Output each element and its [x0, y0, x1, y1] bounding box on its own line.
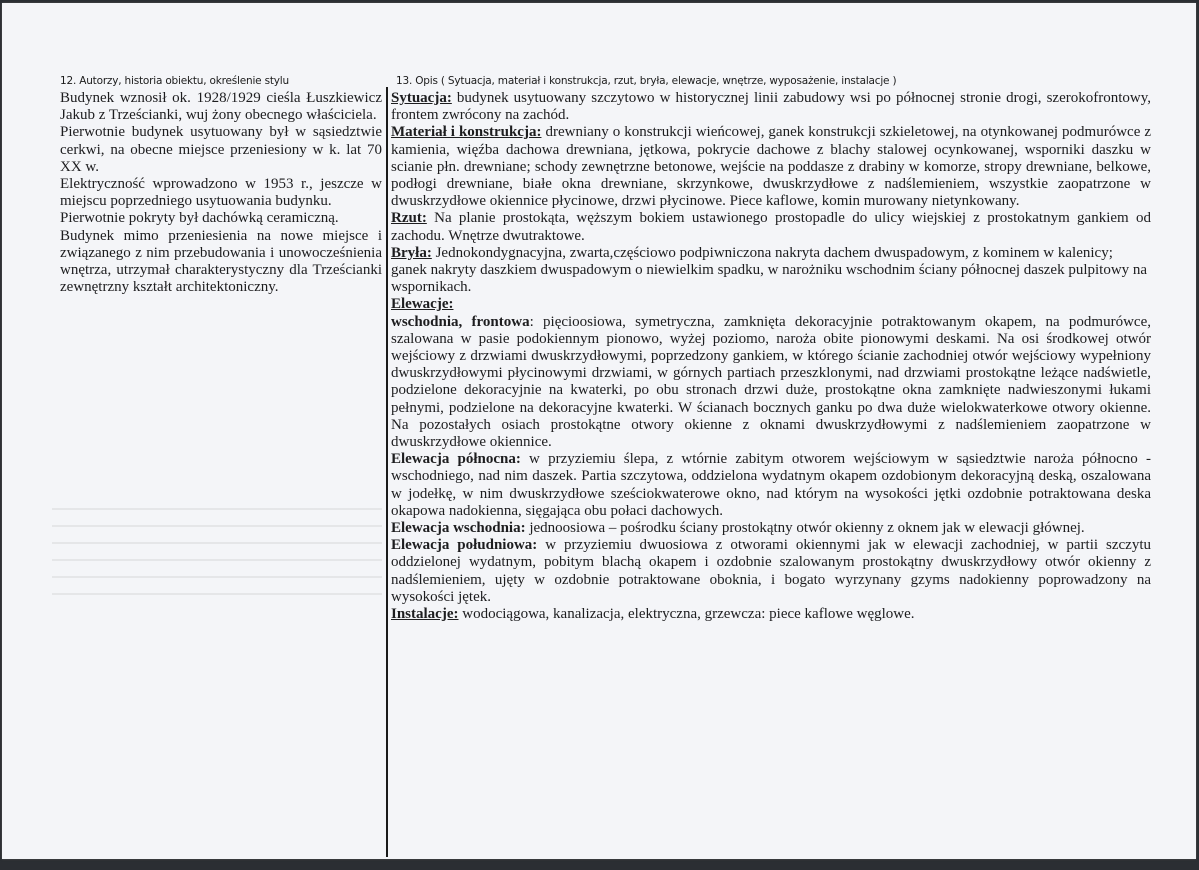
- section-12-body: [60, 90, 382, 296]
- elewacja-wschodnia-paragraph: [391, 520, 1151, 537]
- rzut-text: Na planie prostokąta, węższym bokiem ustawionego prostopadle do ulicy wiejskiej z prostokatnym gankiem od zachodu. Wnętrze dwutraktowe.: [391, 210, 1151, 244]
- wschodnia-text: jednoosiowa – pośrodku ściany prostokątny otwór okienny z oknem jak w elewacji głównej.: [525, 520, 1085, 537]
- poludniowa-label: Elewacja południowa:: [391, 537, 538, 554]
- elewacja-poludniowa-paragraph: [391, 537, 1151, 606]
- polnocna-label: Elewacja północna:: [391, 451, 521, 468]
- history-paragraph: Budynek mimo przeniesienia na nowe miejsce i związanego z nim przebudowania i unowocześnienia wnętrza, utrzymał charakterystyczny dla Trześcianki zewnętrzny kształt architektoniczny.: [60, 227, 382, 296]
- poludniowa-text: w przyziemiu dwuosiowa z otworami okiennymi jak w elewacji zachodniej, w partii szczytu oddzielonej wydatnym, pobitym blachą okapem i ozdobnie szalowanym prostokątny dwuskrzydłowy otwór okienny z nadślemieniem, ujęty w ozdobnie potraktowane oboknia, i bogato wyrzynany gzyms nadokienny poprowadzony na wysokości jętek.: [391, 537, 1151, 605]
- faint-bleed-through-text: [52, 498, 382, 608]
- bryla-text: Jednokondygnacyjna, zwarta,częściowo podpiwniczona nakryta dachem dwuspadowym, z kominem w kalenicy; ganek nakryty daszkiem dwuspadowym o niewielkim spadku, w narożniku wschodnim ściany północnej daszek pulpitowy na wspornikach.: [391, 244, 1148, 296]
- material-text: drewniany o konstrukcji wieńcowej, ganek konstrukcji szkieletowej, na otynkowanej podmurówce z kamienia, więźba dachowa drewniana, jętkowa, pokrycie dachowe z blachy stalowej ocynkowanej, wsporniki daszku w scianie płn. drewniane; schody zewnętrzne betonowe, wejście na poddasze z drabiny w komorze, stropy drewniane, belkowe, podłogi drewniane, białe okna drewniane, skrzynkowe, dwuskrzydłowe z nadślemieniem, wszystkie zaopatrzone w dwuskrzydłowe okiennice płycinowe, drzwi płycinowe. Piece kaflowe, komin murowany nietynkowany.: [391, 124, 1152, 210]
- instalacje-paragraph: [391, 606, 1151, 623]
- material-paragraph: [391, 124, 1151, 210]
- polnocna-text: w przyziemiu ślepa, z wtórnie zabitym otworem wejściowym w sąsiedztwie naroża północno - wschodniego, nad nim daszek. Partia szczytowa, oddzielona wydatnym okapem ozdobionym dekoracyjną deską, oszalowana w jodełkę, w nim dwuskrzydłowe sześciokwaterowe okno, nad którym na wysokości jętki ozdobnie potraktowana deska okapowa nadokienna, sięgająca obu połaci dachowych.: [391, 451, 1151, 519]
- instalacje-label: Instalacje:: [391, 606, 459, 623]
- history-paragraph: Elektryczność wprowadzono w 1953 r., jeszcze w miejscu poprzedniego usytuowania budynku.: [60, 176, 382, 210]
- sytuacja-text: budynek usytuowany szczytowo w historycznej linii zabudowy wsi po północnej stronie drogi, szerokofrontowy, frontem zwrócony na zachód.: [391, 90, 1151, 124]
- wschodnia-label: Elewacja wschodnia:: [391, 520, 526, 537]
- sytuacja-label: Sytuacja:: [391, 90, 452, 106]
- bryla-paragraph: [391, 245, 1151, 297]
- scanned-document-page: [2, 3, 1196, 859]
- elewacja-wschodnia-frontowa-paragraph: [391, 314, 1151, 452]
- rzut-label: Rzut:: [391, 210, 427, 227]
- history-paragraph: Pierwotnie budynek usytuowany był w sąsiedztwie cerkwi, na obecne miejsce przeniesiony w k. lat 70 XX w.: [60, 124, 382, 175]
- history-paragraph: Budynek wznosił ok. 1928/1929 cieśla Łuszkiewicz Jakub z Trześcianki, wuj żony obecnego właściciela.: [60, 90, 382, 124]
- material-label: Materiał i konstrukcja:: [391, 124, 542, 141]
- bryla-label: Bryła:: [391, 244, 432, 261]
- elewacje-label: Elewacje:: [391, 296, 454, 313]
- instalacje-text: wodociągowa, kanalizacja, elektryczna, grzewcza: piece kaflowe węglowe.: [458, 606, 915, 623]
- wschodnia-frontowa-label: wschodnia, frontowa: [391, 313, 530, 330]
- history-paragraph: Pierwotnie pokryty był dachówką ceramiczną.: [60, 210, 339, 227]
- sytuacja-paragraph: [391, 90, 1151, 124]
- section-13-heading: 13. Opis ( Sytuacja, materiał i konstrukcja, rzut, bryła, elewacje, wnętrze, wyposażenie, instalacje ): [396, 75, 897, 87]
- wschodnia-frontowa-text: : pięcioosiowa, symetryczna, zamknięta dekoracyjnie potraktowanym okapem, na podmurówce, szalowana w pasie podokiennym pionowo, wyżej poziomo, naroża obite pionowymi deskami. Na osi środkowej otwór wejściowy z drzwiami dwuskrzydłowymi, poprzedzony gankiem, w którego ścianie zachodniej otwór wejściowy wypełniony dwuskrzydłowymi płycinowymi drzwiami, w górnych partiach przeszklonymi, nad drzwiami prostokątne leżące nadświetle, podzielone dekoracyjnie na kwaterki, po obu stronach drzwi duże, prostokątne okna zamknięte nadwieszonymi łukami pełnymi, podzielone na dekoracyjne kwaterki. W ścianach bocznych ganku po dwa duże wielokwaterkowe otwory okienne. Na pozostałych osiach prostokątne otwory okienne z oknami dwuskrzydłowymi z nadślemieniem zaopatrzone w dwuskrzydłowe okiennice.: [391, 313, 1151, 451]
- column-divider: [386, 87, 388, 857]
- elewacje-heading: [391, 296, 1151, 313]
- section-12-heading: 12. Autorzy, historia obiektu, określenie stylu: [60, 75, 289, 87]
- elewacja-polnocna-paragraph: [391, 451, 1151, 520]
- section-13-body: [391, 90, 1151, 623]
- rzut-paragraph: [391, 210, 1151, 244]
